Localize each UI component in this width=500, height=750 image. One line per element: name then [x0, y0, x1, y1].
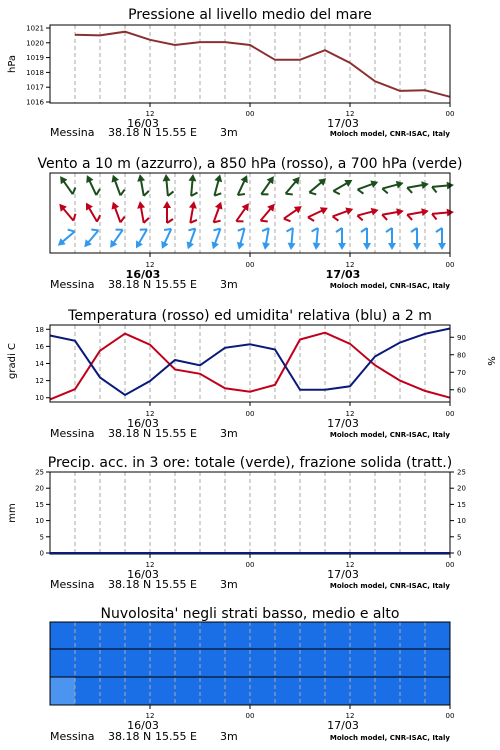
precip-panel	[7, 455, 466, 591]
x-tick-label: 12	[145, 261, 155, 269]
pressure-grid	[75, 25, 425, 103]
wind-barb	[211, 173, 226, 197]
wind-x-ticks	[146, 253, 455, 269]
cloud-cell	[150, 649, 175, 677]
barb-head	[209, 241, 219, 250]
wind-barb	[432, 208, 455, 220]
wind-barb	[162, 174, 174, 197]
precip-ylabel: mm	[7, 503, 18, 523]
wind-barb	[283, 174, 305, 197]
wind-barb	[432, 181, 455, 193]
barb-head	[338, 243, 346, 250]
temp-rh-x-ticks	[146, 402, 455, 418]
barb-head	[261, 242, 270, 250]
wind-barb	[136, 200, 150, 223]
location-lat: 38.18 N	[108, 278, 152, 291]
cloud-cell	[250, 649, 275, 677]
clouds-title: Nuvolosita' negli strati basso, medio e alto	[100, 606, 400, 622]
y-tick-label: 1016	[26, 98, 44, 107]
barb-head	[370, 178, 379, 188]
y-tick-label: 10	[35, 517, 44, 526]
cloud-cell	[50, 622, 75, 649]
y-tick-label: 10	[457, 517, 466, 526]
wind-panel	[37, 156, 462, 291]
model-credit: Moloch model, CNR-ISAC, Italy	[329, 431, 450, 439]
y-tick-label: 1017	[26, 83, 44, 92]
location-lon: 15.55 E	[155, 278, 197, 291]
cloud-cell	[125, 649, 150, 677]
location-lat: 38.18 N	[108, 427, 152, 440]
wind-barb	[131, 226, 151, 250]
barb-head	[162, 174, 171, 182]
y-tick-label: 25	[457, 468, 466, 477]
wind-barb	[310, 228, 322, 251]
barb-head	[109, 173, 119, 182]
cloud-cell	[175, 622, 200, 649]
location-elev: 3m	[220, 126, 238, 139]
date-label: 17/03	[327, 117, 359, 130]
date-label: 16/03	[127, 417, 159, 430]
wind-barb	[282, 203, 306, 224]
wind-barb	[258, 201, 280, 224]
y-tick-label: 25	[35, 468, 44, 477]
wind-title: Vento a 10 m (azzurro), a 850 hPa (rosso), a 700 hPa (verde)	[37, 156, 463, 172]
location-lat: 38.18 N	[108, 126, 152, 139]
wind-barb	[258, 174, 279, 198]
barb-head	[345, 205, 354, 215]
wind-barb	[80, 226, 102, 249]
temp-rh-title: Temperatura (rosso) ed umidita' relativa (blu) a 2 m	[68, 308, 432, 324]
y-tick-label: 60	[457, 386, 466, 395]
x-tick-label: 00	[245, 110, 255, 118]
y-tick-label: 5	[39, 533, 44, 542]
y-tick-label: 14	[35, 360, 44, 368]
y-tick-label: 15	[457, 500, 466, 509]
clouds-x-ticks	[146, 705, 455, 720]
x-tick-label: 00	[445, 110, 455, 118]
precip-location-info	[50, 578, 450, 591]
wind-barb	[436, 228, 446, 250]
wind-barb	[285, 228, 297, 251]
wind-barb	[356, 178, 380, 195]
y-tick-label: 80	[457, 351, 466, 360]
date-label: 17/03	[327, 719, 359, 732]
cloud-cell	[300, 622, 325, 649]
cloud-cell	[275, 622, 300, 649]
location-elev: 3m	[220, 730, 238, 743]
cloud-cell	[100, 677, 125, 705]
barb-head	[184, 241, 194, 250]
temp-rh-location-info	[50, 427, 450, 440]
barb-head	[214, 173, 224, 182]
model-credit: Moloch model, CNR-ISAC, Italy	[329, 282, 450, 290]
x-tick-label: 12	[145, 712, 155, 720]
cloud-cell	[425, 622, 450, 649]
wind-barb	[109, 200, 126, 224]
rh-ylabel: %	[485, 356, 496, 366]
cloud-cell	[375, 677, 400, 705]
wind-barb	[233, 227, 248, 251]
date-label: 16/03	[127, 719, 159, 732]
cloud-cell	[150, 622, 175, 649]
precip-frame	[50, 472, 450, 554]
wind-barb	[306, 204, 330, 222]
cloud-cell	[100, 622, 125, 649]
y-tick-label: 16	[35, 342, 44, 351]
location-lon: 15.55 E	[155, 730, 197, 743]
cloud-cell	[375, 622, 400, 649]
cloud-cell	[350, 622, 375, 649]
location-lon: 15.55 E	[155, 578, 197, 591]
wind-barb	[381, 207, 404, 221]
location-name: Messina	[50, 730, 95, 743]
wind-barb	[83, 200, 103, 224]
wind-barb	[182, 227, 199, 251]
wind-barb	[386, 228, 396, 250]
barb-head	[240, 173, 250, 183]
x-tick-label: 00	[445, 261, 455, 269]
barb-head	[188, 174, 197, 182]
wind-barb	[156, 226, 174, 250]
x-tick-label: 12	[145, 561, 155, 569]
location-lon: 15.55 E	[155, 427, 197, 440]
cloud-cell	[250, 677, 275, 705]
y-tick-label: 0	[39, 549, 44, 558]
y-tick-label: 70	[457, 368, 466, 377]
precip-grid	[75, 472, 425, 554]
cloud-cell	[200, 649, 225, 677]
cloud-cell	[400, 649, 425, 677]
barb-head	[109, 200, 119, 209]
cloud-cell	[350, 649, 375, 677]
y-tick-label: 10	[35, 394, 44, 403]
y-tick-label: 20	[35, 484, 44, 493]
barb-head	[136, 200, 145, 208]
pressure-y-ticks	[26, 25, 50, 107]
location-name: Messina	[50, 427, 95, 440]
barb-head	[363, 243, 371, 250]
precip-x-ticks	[146, 554, 455, 569]
wind-location-info	[50, 278, 450, 291]
model-credit: Moloch model, CNR-ISAC, Italy	[329, 582, 450, 590]
barb-head	[287, 243, 296, 251]
date-label: 16/03	[127, 117, 159, 130]
y-tick-label: 20	[457, 484, 466, 493]
barb-head	[312, 243, 321, 251]
location-lon: 15.55 E	[155, 126, 197, 139]
barb-head	[158, 241, 168, 251]
pressure-title: Pressione al livello medio del mare	[128, 7, 372, 23]
cloud-cell	[275, 649, 300, 677]
date-label: 17/03	[327, 568, 359, 581]
barb-head	[344, 177, 354, 187]
pressure-panel	[7, 7, 454, 139]
wind-barb	[210, 200, 227, 224]
cloud-cell	[400, 677, 425, 705]
cloud-cell	[225, 649, 250, 677]
cloud-cell	[400, 622, 425, 649]
precip-y-ticks-right	[450, 469, 466, 558]
location-name: Messina	[50, 126, 95, 139]
date-label: 16/03	[125, 268, 161, 281]
wind-barb	[259, 227, 273, 250]
cloud-cell	[225, 677, 250, 705]
location-name: Messina	[50, 578, 95, 591]
wind-barb	[361, 228, 371, 250]
location-lat: 38.18 N	[108, 578, 152, 591]
wind-barb	[331, 177, 355, 197]
model-credit: Moloch model, CNR-ISAC, Italy	[329, 734, 450, 742]
location-elev: 3m	[220, 278, 238, 291]
barb-head	[371, 206, 380, 216]
rh-y-ticks	[450, 334, 466, 395]
cloud-cell	[200, 622, 225, 649]
cloud-cell	[250, 622, 275, 649]
cloud-cell	[275, 677, 300, 705]
pressure-x-ticks	[146, 103, 455, 118]
cloud-cell	[425, 677, 450, 705]
date-label: 17/03	[327, 417, 359, 430]
cloud-cell	[325, 649, 350, 677]
temp-ylabel: gradi C	[7, 343, 18, 379]
wind-barb	[331, 205, 355, 222]
cloud-cell	[425, 649, 450, 677]
x-tick-label: 12	[345, 261, 355, 269]
barb-head	[235, 242, 245, 251]
cloud-cell	[300, 649, 325, 677]
y-tick-label: 12	[35, 377, 44, 386]
wind-barb	[356, 206, 380, 221]
cloud-cell	[150, 677, 175, 705]
location-lat: 38.18 N	[108, 730, 152, 743]
y-tick-label: 0	[457, 549, 462, 558]
x-tick-label: 00	[445, 712, 455, 720]
y-tick-label: 18	[35, 325, 44, 334]
cloud-cell	[75, 677, 100, 705]
x-tick-label: 12	[345, 410, 355, 418]
pressure-line	[75, 32, 450, 97]
wind-barb	[381, 179, 405, 194]
barb-head	[215, 200, 225, 209]
barb-head	[320, 204, 330, 214]
y-tick-label: 1021	[26, 24, 44, 33]
wind-barb	[54, 227, 77, 249]
y-tick-label: 90	[457, 333, 466, 342]
cloud-cell	[175, 649, 200, 677]
wind-barb	[187, 174, 199, 197]
location-elev: 3m	[220, 578, 238, 591]
location-elev: 3m	[220, 427, 238, 440]
barb-head	[83, 201, 93, 211]
barb-head	[438, 243, 446, 250]
barb-head	[83, 173, 93, 183]
model-credit: Moloch model, CNR-ISAC, Italy	[329, 130, 450, 138]
cloud-cell	[225, 622, 250, 649]
x-tick-label: 00	[445, 561, 455, 569]
x-tick-label: 00	[245, 561, 255, 569]
y-tick-label: 1020	[26, 39, 44, 48]
wind-barb	[136, 173, 150, 196]
cloud-cell	[200, 677, 225, 705]
wind-barb	[109, 173, 126, 197]
wind-barb	[406, 180, 429, 194]
x-tick-label: 12	[145, 110, 155, 118]
cloud-cell	[325, 622, 350, 649]
barb-head	[136, 173, 145, 181]
wind-barb	[83, 173, 101, 197]
clouds-location-info	[50, 730, 450, 743]
y-tick-label: 15	[35, 500, 44, 509]
barb-head	[133, 240, 143, 250]
pressure-location-info	[50, 126, 450, 139]
cloud-cell	[125, 677, 150, 705]
pressure-ylabel: hPa	[7, 54, 18, 74]
y-tick-label: 1019	[26, 54, 44, 63]
wind-barb	[406, 207, 429, 221]
barb-head	[189, 200, 198, 208]
cloud-cell	[75, 649, 100, 677]
x-tick-label: 12	[345, 712, 355, 720]
cloud-cell	[50, 677, 75, 705]
wind-barb	[186, 200, 200, 223]
temp-rh-panel	[7, 308, 496, 440]
cloud-cell	[350, 677, 375, 705]
barb-head	[163, 201, 171, 208]
wind-barb	[411, 228, 421, 250]
clouds-panel	[50, 606, 454, 743]
wind-barb	[307, 175, 330, 197]
cloud-cell	[325, 677, 350, 705]
cloud-cell	[50, 649, 75, 677]
barb-head	[413, 243, 421, 250]
x-tick-label: 12	[145, 410, 155, 418]
cloud-cell	[125, 622, 150, 649]
cloud-cell	[175, 677, 200, 705]
temp-y-ticks	[35, 326, 50, 402]
x-tick-label: 00	[245, 410, 255, 418]
wind-barb	[234, 173, 252, 197]
wind-barb	[336, 228, 346, 250]
cloud-cell	[375, 649, 400, 677]
date-label: 16/03	[127, 568, 159, 581]
cloud-cell	[100, 649, 125, 677]
cloud-cell	[300, 677, 325, 705]
wind-barb	[207, 227, 224, 251]
x-tick-label: 00	[245, 712, 255, 720]
wind-barb	[163, 201, 173, 223]
precip-title: Precip. acc. in 3 ore: totale (verde), frazione solida (tratt.)	[47, 455, 453, 471]
x-tick-label: 12	[345, 110, 355, 118]
wind-barb	[233, 201, 254, 225]
y-tick-label: 1018	[26, 68, 44, 77]
cloud-cell	[75, 622, 100, 649]
wind-barb	[105, 226, 126, 250]
precip-y-ticks	[35, 469, 50, 558]
location-name: Messina	[50, 278, 95, 291]
date-label: 17/03	[325, 268, 361, 281]
x-tick-label: 00	[245, 261, 255, 269]
barb-head	[388, 243, 396, 250]
y-tick-label: 5	[457, 533, 462, 542]
x-tick-label: 00	[445, 410, 455, 418]
x-tick-label: 12	[345, 561, 355, 569]
wind-barbs	[54, 173, 455, 251]
